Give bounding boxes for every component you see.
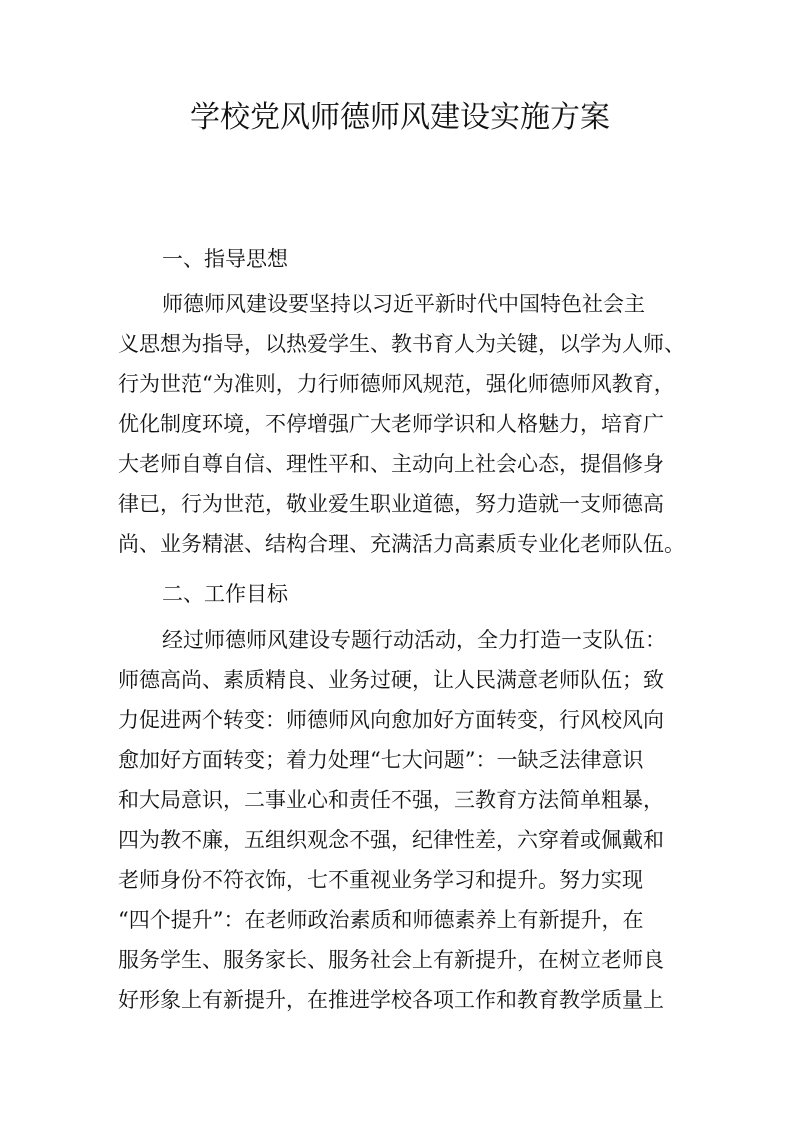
paragraph-line: 愈加好方面转变；着力处理“七大问题”：一缺乏法律意识 <box>118 748 644 772</box>
paragraph-line: 大老师自尊自信、理性平和、主动向上社会心态，提倡修身 <box>118 452 664 476</box>
paragraph-line: 律已，行为世范，敬业爱生职业道德，努力造就一支师德高 <box>118 492 664 516</box>
section-heading: 一、指导思想 <box>162 247 288 271</box>
paragraph-guiding-ideology <box>118 284 688 564</box>
paragraph-line: 优化制度环境，不停增强广大老师学识和人格魅力，培育广 <box>118 412 664 436</box>
paragraph-line: 力促进两个转变：师德师风向愈加好方面转变，行风校风向 <box>118 708 664 732</box>
section-heading-work-goals <box>118 574 688 614</box>
paragraph-work-goals <box>118 620 688 1020</box>
paragraph-line: 好形象上有新提升，在推进学校各项工作和教育教学质量上 <box>118 988 664 1012</box>
paragraph-line: 师德师风建设要坚持以习近平新时代中国特色社会主 <box>162 292 645 316</box>
paragraph-line: 老师身份不符衣饰，七不重视业务学习和提升。努力实现 <box>118 868 643 892</box>
paragraph-line: 服务学生、服务家长、服务社会上有新提升，在树立老师良 <box>118 948 664 972</box>
paragraph-line: 四为教不廉，五组织观念不强，纪律性差，六穿着或佩戴和 <box>118 828 664 852</box>
document-title: 学校党风师德师风建设实施方案 <box>190 100 610 135</box>
paragraph-line: 行为世范“为准则，力行师德师风规范，强化师德师风教育， <box>118 372 675 396</box>
paragraph-line: 经过师德师风建设专题行动活动，全力打造一支队伍： <box>162 628 666 652</box>
paragraph-line: 义思想为指导，以热爱学生、教书育人为关键，以学为人师、 <box>118 332 685 356</box>
section-heading-guiding-ideology <box>118 239 688 279</box>
section-heading: 二、工作目标 <box>162 582 288 606</box>
paragraph-line: 和大局意识，二事业心和责任不强，三教育方法简单粗暴， <box>118 788 664 812</box>
paragraph-line: “四个提升”：在老师政治素质和师德素养上有新提升，在 <box>118 908 644 932</box>
paragraph-line: 尚、业务精湛、结构合理、充满活力高素质专业化老师队伍。 <box>118 532 685 556</box>
paragraph-line: 师德高尚、素质精良、业务过硬，让人民满意老师队伍；致 <box>118 668 664 692</box>
